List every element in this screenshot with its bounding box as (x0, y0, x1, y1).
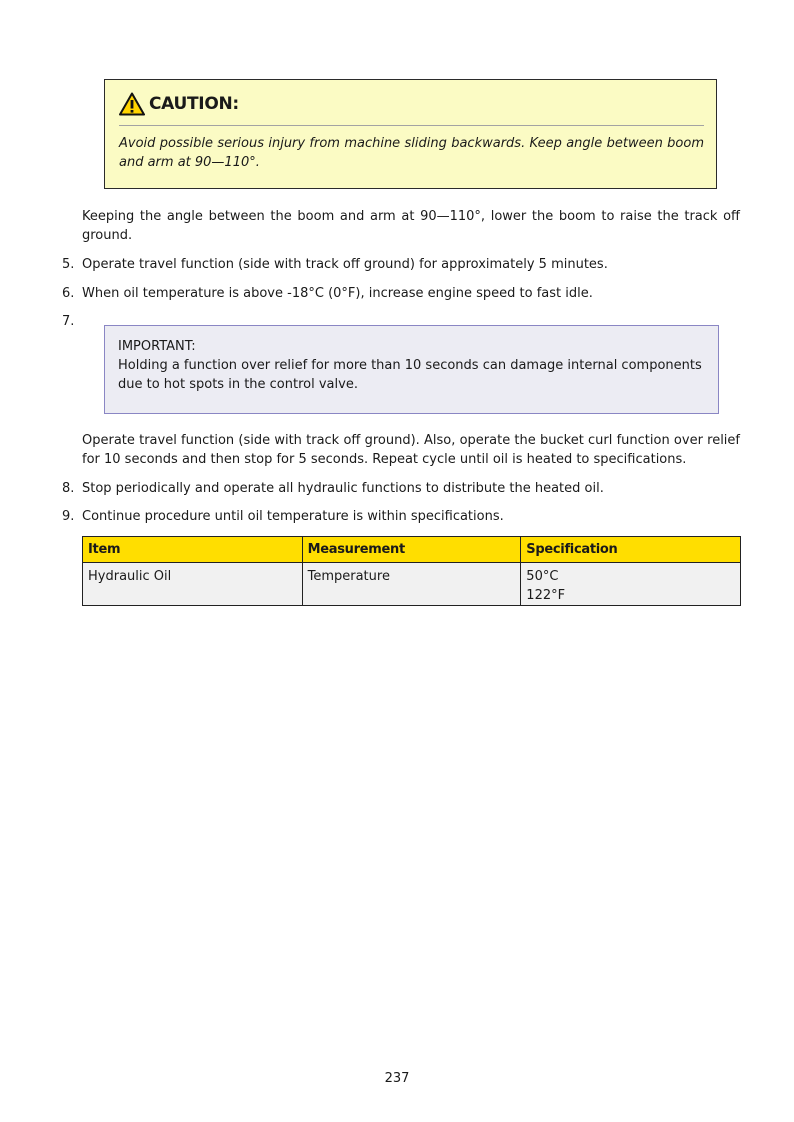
header-specification: Specification (521, 537, 741, 563)
caution-header (119, 92, 239, 116)
cell-item: Hydraulic Oil (83, 563, 303, 606)
step-text: Continue procedure until oil temperature is within specifications. (82, 509, 504, 524)
step-number: 9. (62, 509, 75, 524)
step-number: 6. (62, 286, 75, 301)
warning-triangle-icon (119, 92, 145, 116)
spec-fahrenheit: 122°F (526, 588, 566, 603)
step-text: Operate travel function (side with track off ground) for approximately 5 minutes. (82, 257, 608, 272)
step-number: 7. (62, 314, 75, 329)
important-box (104, 325, 719, 414)
caution-text: Avoid possible serious injury from machine sliding backwards. Keep angle between boom and arm at 90—110°. (119, 136, 704, 170)
intro-paragraph: Keeping the angle between the boom and arm at 90—110°, lower the boom to raise the track off ground. (82, 209, 740, 243)
specification-table (82, 536, 741, 606)
header-item: Item (83, 537, 303, 563)
page-number: 237 (384, 1071, 410, 1086)
table-header-row (83, 537, 741, 563)
spec-celsius: 50°C (526, 569, 559, 584)
cell-specification (521, 563, 741, 606)
header-measurement: Measurement (302, 537, 521, 563)
caution-title: CAUTION: (149, 94, 239, 114)
caution-box (104, 79, 717, 189)
step-number: 8. (62, 481, 75, 496)
table-row (83, 563, 741, 606)
caution-divider (119, 125, 704, 126)
important-title: IMPORTANT: (118, 339, 196, 354)
step-number: 5. (62, 257, 75, 272)
step-text: When oil temperature is above -18°C (0°F), increase engine speed to fast idle. (82, 286, 593, 301)
cell-measurement: Temperature (302, 563, 521, 606)
important-text: Holding a function over relief for more than 10 seconds can damage internal components due to hot spots in the control valve. (118, 358, 702, 392)
step-7-text: Operate travel function (side with track off ground). Also, operate the bucket curl function over relief for 10 seconds and then stop for 5 seconds. Repeat cycle until oil is heated to specifications. (82, 433, 740, 467)
step-text: Stop periodically and operate all hydraulic functions to distribute the heated oil. (82, 481, 604, 496)
